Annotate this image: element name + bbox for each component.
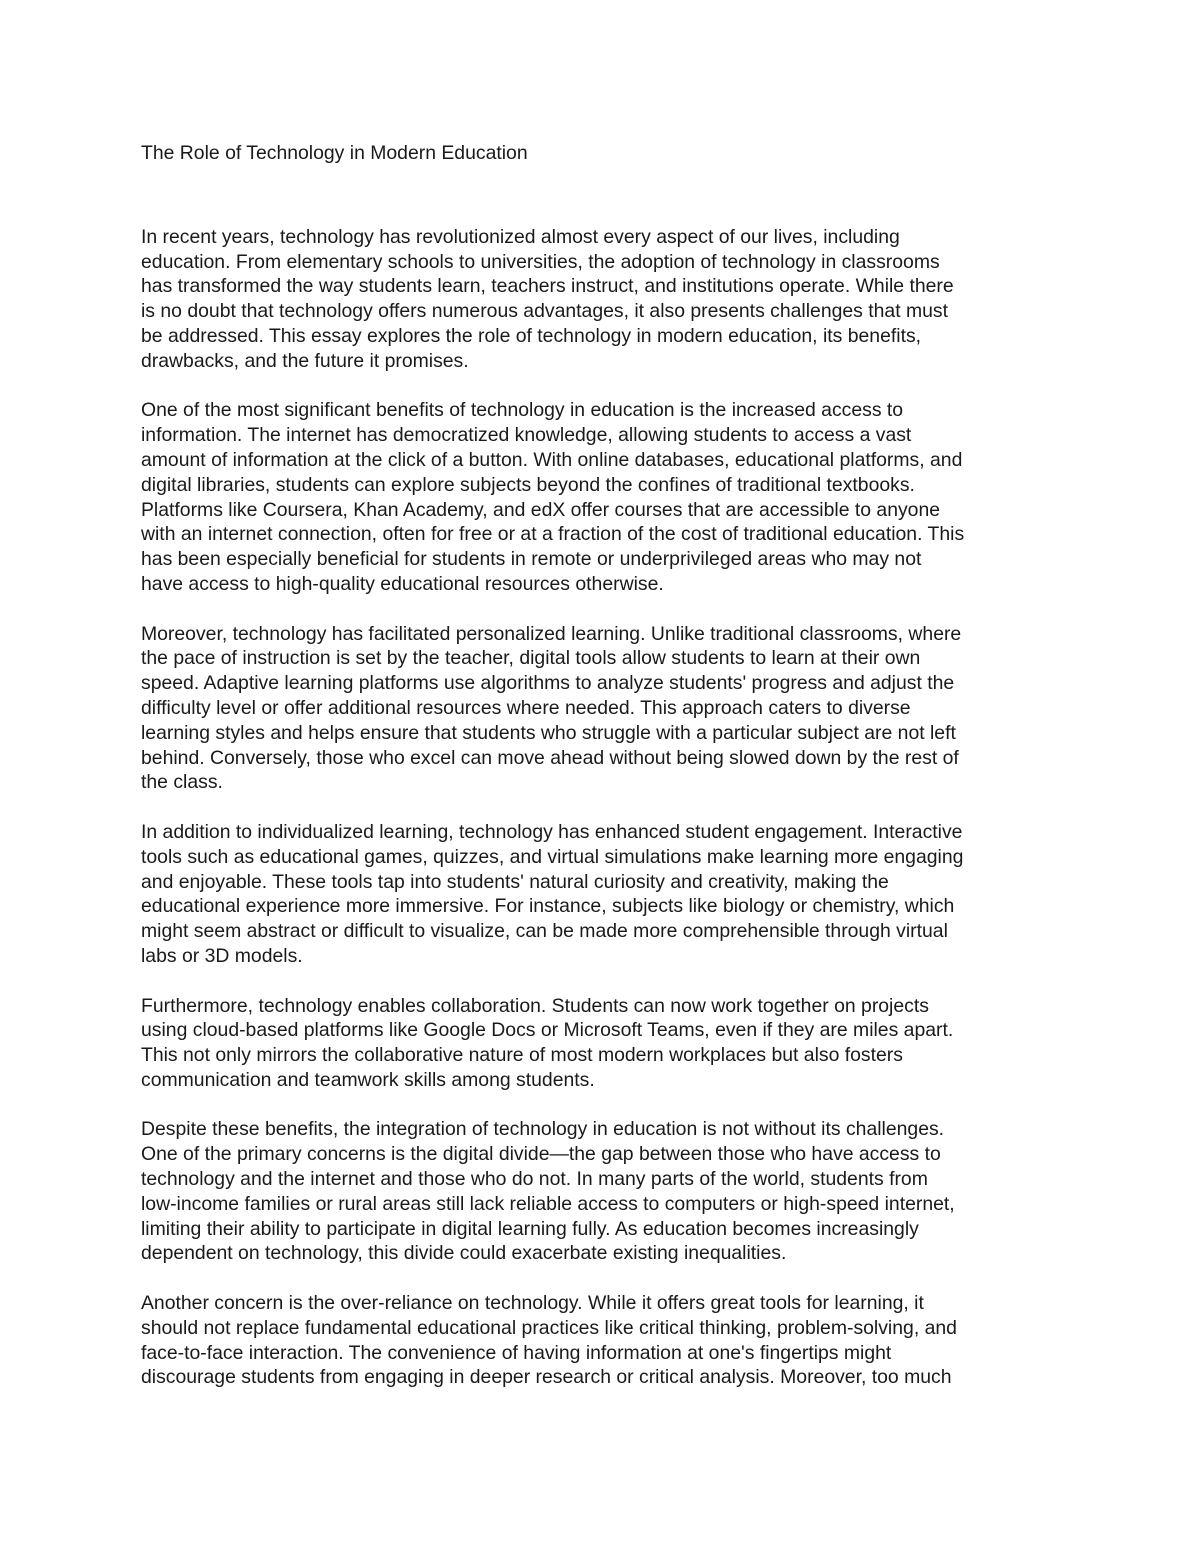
paragraph-line: drawbacks, and the future it promises. xyxy=(141,349,469,372)
paragraph-line: has transformed the way students learn, teachers instruct, and institutions operate. While there xyxy=(141,275,954,298)
paragraph-line: Despite these benefits, the integration of technology in education is not without its challenges. xyxy=(141,1118,945,1141)
paragraph-line: the class. xyxy=(141,771,223,794)
paragraph-line: Furthermore, technology enables collaboration. Students can now work together on projects xyxy=(141,994,929,1017)
document-body xyxy=(141,141,1061,1415)
paragraph-line: digital libraries, students can explore subjects beyond the confines of traditional textbooks. xyxy=(141,473,915,496)
paragraph-line: behind. Conversely, those who excel can move ahead without being slowed down by the rest of xyxy=(141,746,959,769)
paragraph-line: should not replace fundamental educational practices like critical thinking, problem-solving, and xyxy=(141,1316,957,1339)
paragraph xyxy=(141,1291,1061,1390)
paragraph-line: limiting their ability to participate in digital learning fully. As education becomes increasingly xyxy=(141,1217,919,1240)
paragraph xyxy=(141,225,1061,374)
paragraph-line: difficulty level or offer additional resources where needed. This approach caters to diverse xyxy=(141,696,911,719)
paragraph xyxy=(141,1117,1061,1266)
paragraph-line: Another concern is the over-reliance on technology. While it offers great tools for learning, it xyxy=(141,1292,924,1315)
paragraph-line: tools such as educational games, quizzes, and virtual simulations make learning more engaging xyxy=(141,845,964,868)
paragraph-line: technology and the internet and those who do not. In many parts of the world, students from xyxy=(141,1168,928,1191)
paragraph-line: learning styles and helps ensure that students who struggle with a particular subject are not left xyxy=(141,721,956,744)
paragraph-line: In addition to individualized learning, technology has enhanced student engagement. Interactive xyxy=(141,820,963,843)
paragraph xyxy=(141,820,1061,969)
paragraph-line: labs or 3D models. xyxy=(141,944,303,967)
paragraph-line: One of the primary concerns is the digital divide—the gap between those who have access to xyxy=(141,1143,941,1166)
paragraph-line: might seem abstract or difficult to visualize, can be made more comprehensible through virtual xyxy=(141,920,948,943)
paragraph-line: communication and teamwork skills among students. xyxy=(141,1068,595,1091)
paragraph-line: be addressed. This essay explores the role of technology in modern education, its benefits, xyxy=(141,324,922,347)
document-title: The Role of Technology in Modern Education xyxy=(141,142,528,164)
paragraph-line: information. The internet has democratized knowledge, allowing students to access a vast xyxy=(141,424,912,447)
paragraph-line: low-income families or rural areas still lack reliable access to computers or high-speed internet, xyxy=(141,1192,955,1215)
paragraph-line: speed. Adaptive learning platforms use algorithms to analyze students' progress and adjust the xyxy=(141,672,955,695)
paragraph-line: educational experience more immersive. For instance, subjects like biology or chemistry, which xyxy=(141,895,955,918)
paragraph-line: using cloud-based platforms like Google Docs or Microsoft Teams, even if they are miles apart. xyxy=(141,1019,954,1042)
paragraph-line: discourage students from engaging in deeper research or critical analysis. Moreover, too much xyxy=(141,1366,952,1389)
paragraph-line: Platforms like Coursera, Khan Academy, and edX offer courses that are accessible to anyone xyxy=(141,498,941,521)
paragraph-line: This not only mirrors the collaborative nature of most modern workplaces but also fosters xyxy=(141,1044,903,1067)
paragraph-line: have access to high-quality educational resources otherwise. xyxy=(141,572,664,595)
paragraph-line: the pace of instruction is set by the teacher, digital tools allow students to learn at their own xyxy=(141,647,921,670)
paragraph-line: face-to-face interaction. The convenience of having information at one's fingertips might xyxy=(141,1341,892,1364)
paragraph xyxy=(141,398,1061,596)
paragraph-list xyxy=(141,225,1061,1390)
paragraph-line: with an internet connection, often for free or at a fraction of the cost of traditional education. This xyxy=(141,523,965,546)
paragraph-line: is no doubt that technology offers numerous advantages, it also presents challenges that must xyxy=(141,300,949,323)
paragraph-line: dependent on technology, this divide could exacerbate existing inequalities. xyxy=(141,1242,787,1265)
paragraph-line: One of the most significant benefits of technology in education is the increased access to xyxy=(141,399,904,422)
paragraph-line: education. From elementary schools to universities, the adoption of technology in classrooms xyxy=(141,250,940,273)
paragraph-line: amount of information at the click of a button. With online databases, educational platforms, and xyxy=(141,448,963,471)
paragraph xyxy=(141,622,1061,796)
paragraph-line: and enjoyable. These tools tap into students' natural curiosity and creativity, making the xyxy=(141,870,889,893)
paragraph-line: has been especially beneficial for students in remote or underprivileged areas who may not xyxy=(141,548,922,571)
paragraph xyxy=(141,994,1061,1093)
paragraph-line: Moreover, technology has facilitated personalized learning. Unlike traditional classrooms, where xyxy=(141,622,962,645)
paragraph-line: In recent years, technology has revolutionized almost every aspect of our lives, including xyxy=(141,225,900,248)
